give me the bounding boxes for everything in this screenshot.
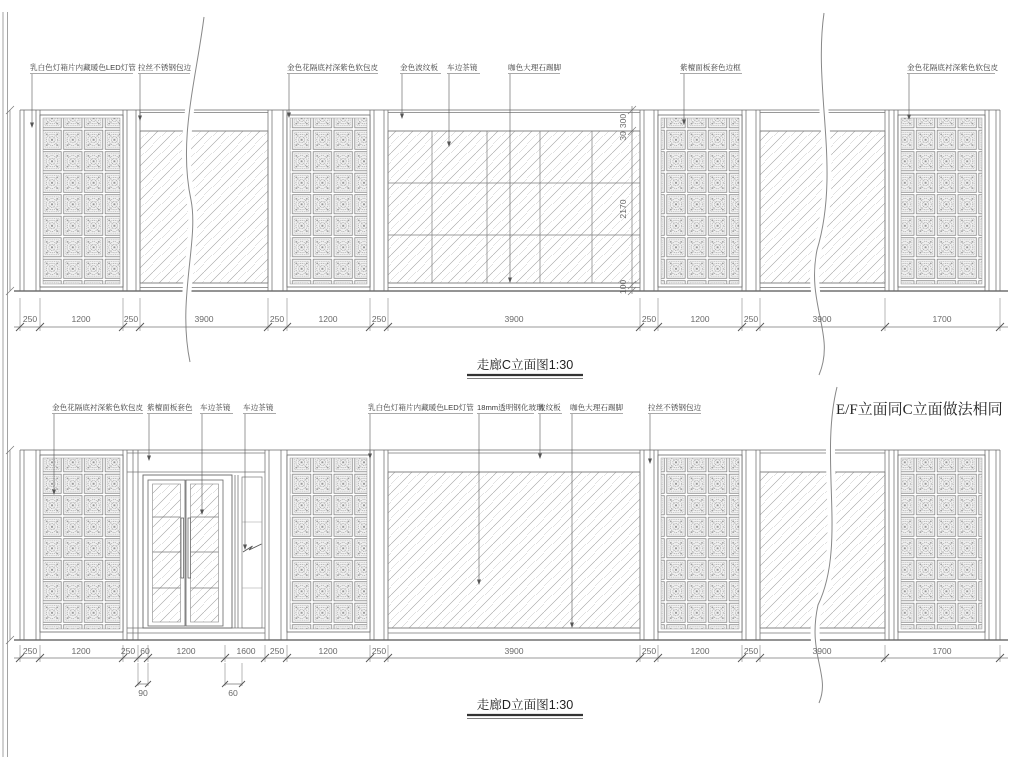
dim-d-12: 250 bbox=[743, 646, 759, 656]
vdim-2170: 2170 bbox=[618, 199, 628, 219]
dim-c-4: 250 bbox=[269, 314, 285, 324]
mirror-sections bbox=[140, 131, 885, 283]
dim-c-1: 1200 bbox=[71, 314, 91, 324]
dim-d-6: 250 bbox=[269, 646, 285, 656]
top-bands bbox=[140, 113, 885, 132]
dim-d-4: 1200 bbox=[176, 646, 196, 656]
dim-c-12: 1700 bbox=[932, 314, 952, 324]
dim-c-3: 3900 bbox=[194, 314, 214, 324]
sheet-border bbox=[3, 12, 8, 757]
label-beveled-tea-mirror-2: 车边茶镜 bbox=[243, 403, 274, 412]
label-stainless-edge: 拉丝不锈钢包边 bbox=[648, 403, 702, 412]
door-handle-right bbox=[188, 518, 191, 578]
label-tempered-glass: 18mm透明钢化玻璃 bbox=[477, 403, 544, 412]
title-c bbox=[467, 357, 583, 379]
vdim-100: 100 bbox=[618, 279, 628, 295]
dim-c-6: 250 bbox=[371, 314, 387, 324]
vdim-30: 30 bbox=[618, 131, 628, 141]
dim-d-14: 1700 bbox=[932, 646, 952, 656]
label-beveled-tea-mirror: 车边茶镜 bbox=[447, 63, 478, 72]
label-led-lightbox: 乳白色灯箱片内藏暖色LED灯管 bbox=[368, 403, 474, 412]
dim-d-10: 250 bbox=[641, 646, 657, 656]
vdim-300: 300 bbox=[618, 113, 628, 129]
dims-d bbox=[14, 645, 1008, 662]
dim-d-9: 3900 bbox=[504, 646, 524, 656]
dim-c-0: 250 bbox=[22, 314, 38, 324]
dims-c bbox=[14, 298, 1008, 331]
label-gold-lattice-purple: 金色花隔底衬深紫色软包皮 bbox=[287, 63, 379, 72]
label-gold-lattice-purple-2: 金色花隔底衬深紫色软包皮 bbox=[907, 63, 999, 72]
label-marble-skirting: 咖色大理石踢脚 bbox=[570, 403, 624, 412]
label-marble-skirting: 咖色大理石踢脚 bbox=[508, 63, 562, 72]
dim-d-11: 1200 bbox=[690, 646, 710, 656]
dim-d-1: 1200 bbox=[71, 646, 91, 656]
dim-c-9: 1200 bbox=[690, 314, 710, 324]
label-stainless-edge: 拉丝不锈钢包边 bbox=[138, 63, 192, 72]
sub-dims-d bbox=[135, 663, 245, 698]
dim-c-10: 250 bbox=[743, 314, 759, 324]
title-d bbox=[467, 697, 583, 719]
dim-d-5: 1600 bbox=[236, 646, 256, 656]
label-rosewood-panel: 紫檀面板套色 bbox=[147, 403, 193, 412]
dim-c-11: 3900 bbox=[812, 314, 832, 324]
label-beveled-tea-mirror-1: 车边茶镜 bbox=[200, 403, 231, 412]
dim-d-0: 250 bbox=[22, 646, 38, 656]
dim-c-7: 3900 bbox=[504, 314, 524, 324]
dim-d-7: 1200 bbox=[318, 646, 338, 656]
label-gold-lattice-purple: 金色花隔底衬深紫色软包皮 bbox=[52, 403, 144, 412]
ef-note: E/F立面同C立面做法相同 bbox=[836, 402, 1003, 418]
label-gold-wave-panel: 金色波纹板 bbox=[400, 63, 438, 72]
dim-d-3: 60 bbox=[140, 646, 150, 656]
glass-sections bbox=[388, 472, 885, 628]
label-rosewood-frame: 紫檀面板套色边框 bbox=[680, 63, 741, 72]
sub-dim-90: 90 bbox=[138, 688, 148, 698]
dim-d-2: 250 bbox=[120, 646, 136, 656]
dim-c-2: 250 bbox=[123, 314, 139, 324]
elevation-c bbox=[6, 13, 1008, 379]
sub-dim-60: 60 bbox=[228, 688, 238, 698]
elevation-d bbox=[6, 387, 1008, 719]
dim-d-8: 250 bbox=[371, 646, 387, 656]
entrance-door bbox=[143, 475, 262, 628]
skirting-lines bbox=[127, 628, 885, 633]
dim-c-5: 1200 bbox=[318, 314, 338, 324]
title-d-text: 走廊D立面图1:30 bbox=[476, 698, 574, 712]
skirting-lines bbox=[140, 283, 885, 288]
label-led-lightbox: 乳白色灯箱片内藏暖色LED灯管 bbox=[30, 63, 136, 72]
dim-d-13: 3900 bbox=[812, 646, 832, 656]
top-bands bbox=[127, 453, 885, 472]
door-handle-left bbox=[181, 518, 184, 578]
title-c-text: 走廊C立面图1:30 bbox=[476, 358, 574, 372]
label-wave-panel: 波纹板 bbox=[538, 403, 561, 412]
dim-c-8: 250 bbox=[641, 314, 657, 324]
